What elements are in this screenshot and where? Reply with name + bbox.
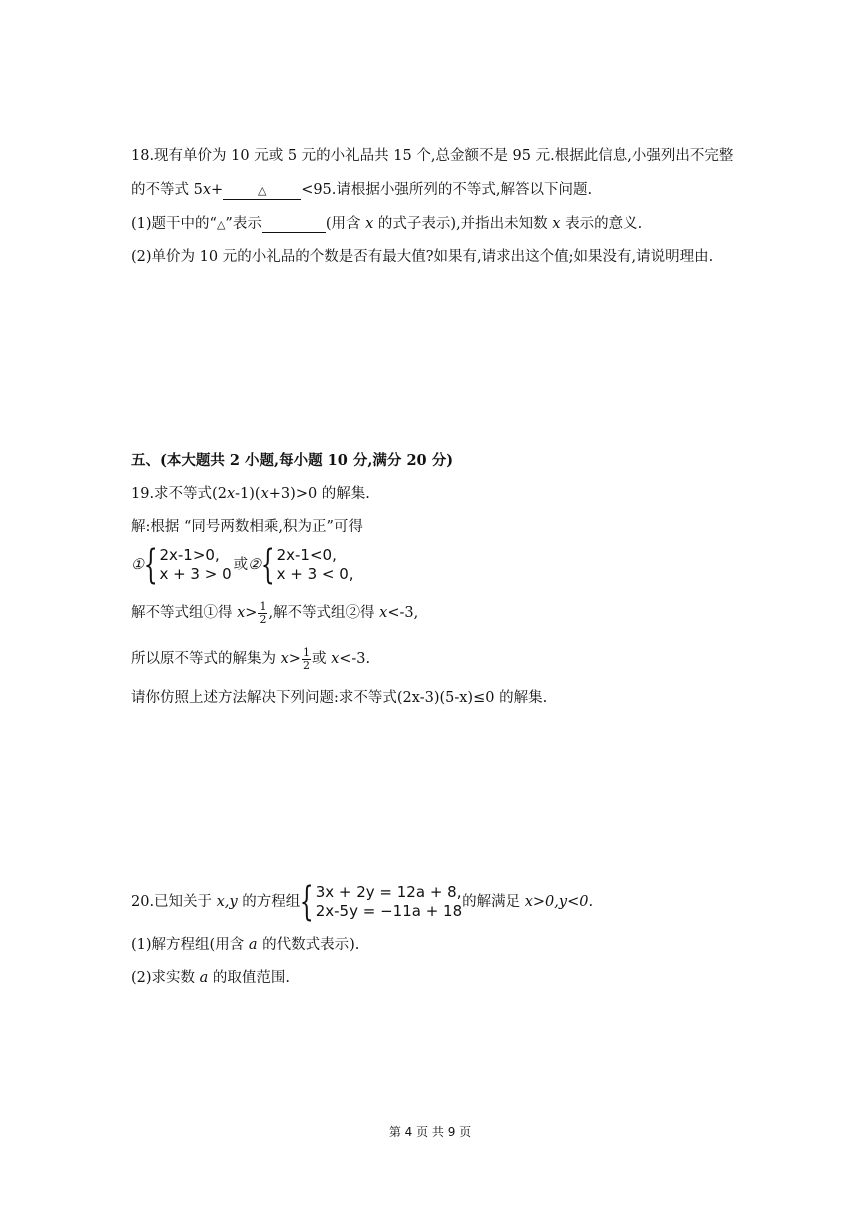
var-x: x xyxy=(379,605,388,621)
fraction-numerator: 1 xyxy=(302,645,310,659)
q19-line4 xyxy=(131,600,418,626)
section5-heading-text: 五、(本大题共 2 小题,每小题 10 分,满分 20 分) xyxy=(131,452,454,469)
equation-system xyxy=(316,883,462,921)
q18-blank-triangle: △ xyxy=(223,183,301,200)
plus-sign: + xyxy=(211,182,224,198)
q18-part2 xyxy=(131,247,713,267)
q20-part1 xyxy=(131,935,359,955)
q19-line5 xyxy=(131,646,370,672)
system-1-eq1: 2x-1>0, xyxy=(159,546,220,564)
q19-l6-text: 请你仿照上述方法解决下列问题:求不等式(2x-3)(5-x)≤0 的解集. xyxy=(131,690,548,706)
q19-systems xyxy=(131,542,354,588)
section-heading xyxy=(131,451,453,471)
q18-p1-d: 的式子表示),并指出未知数 xyxy=(373,216,553,232)
left-brace-icon: { xyxy=(260,542,275,588)
or-word: 或 xyxy=(233,557,249,573)
q19-l1-b: -1)( xyxy=(235,486,261,502)
var-x: x xyxy=(365,216,374,232)
q18-text-1: 18.现有单价为 10 元或 5 元的小礼品共 15 个,总金额不是 95 元.根据此信息,小强列出不完整 xyxy=(131,148,734,164)
system-2 xyxy=(277,546,354,584)
system-2-eq1: 2x-1<0, xyxy=(276,546,337,564)
var-x: x xyxy=(260,486,269,502)
q19-l4-d: <-3, xyxy=(387,605,419,621)
fraction-one-half xyxy=(302,647,311,672)
q18-p1-e: 表示的意义. xyxy=(560,216,643,232)
var-x: x xyxy=(552,216,561,232)
q19-l5-a: 所以原不等式的解集为 xyxy=(131,651,281,667)
gt-sign: > xyxy=(288,651,301,667)
system-2-eq2: x + 3 < 0, xyxy=(276,565,354,583)
q18-line1 xyxy=(131,146,733,166)
q19-l4-c: ,解不等式组②得 xyxy=(268,605,380,621)
q18-p1-a: (1)题干中的“ xyxy=(131,216,217,232)
var-a: a xyxy=(199,970,209,986)
var-x: x xyxy=(226,486,236,502)
q19-l1-c: +3)>0 的解集. xyxy=(268,486,370,502)
q20-p1-b: 的代数式表示). xyxy=(257,937,360,953)
q18-line2-suffix: <95.请根据小强所列的不等式,解答以下问题. xyxy=(301,182,593,198)
q18-part1 xyxy=(131,214,642,235)
circled-2-label: ② xyxy=(248,557,262,573)
q20-line1 xyxy=(131,879,594,925)
q18-p2-text: (2)单价为 10 元的小礼品的个数是否有最大值?如果有,请求出这个值;如果没有,请说明理由. xyxy=(131,249,714,265)
q19-l5-d: <-3. xyxy=(339,651,371,667)
fraction-one-half xyxy=(258,601,267,626)
q20-l1-a: 20.已知关于 xyxy=(131,894,217,910)
page-footer: 第 4 页 共 9 页 xyxy=(388,1125,472,1139)
left-brace-icon: { xyxy=(299,879,314,925)
gt-sign: > xyxy=(245,605,258,621)
q18-answer-blank xyxy=(262,216,326,233)
system-1-eq2: x + 3 > 0 xyxy=(159,565,232,583)
q20-l1-c: 的解满足 xyxy=(462,894,525,910)
q19-line6 xyxy=(131,688,547,708)
q20-part2 xyxy=(131,968,290,988)
var-x: x xyxy=(237,605,246,621)
equation-1: 3x + 2y = 12a + 8, xyxy=(315,883,462,901)
q19-l1-a: 19.求不等式(2 xyxy=(131,486,227,502)
q20-p2-b: 的取值范围. xyxy=(208,970,291,986)
fraction-denominator: 2 xyxy=(302,658,310,672)
fraction-denominator: 2 xyxy=(259,612,267,626)
q20-p1-a: (1)解方程组(用含 xyxy=(131,937,249,953)
q19-l4-a: 解不等式组①得 xyxy=(131,605,238,621)
q20-p2-a: (2)求实数 xyxy=(131,970,200,986)
q19-l5-c: 或 xyxy=(311,651,332,667)
left-brace-icon: { xyxy=(143,542,158,588)
var-x: x xyxy=(280,651,289,667)
q19-line2 xyxy=(131,517,363,537)
var-a: a xyxy=(248,937,258,953)
fraction-numerator: 1 xyxy=(259,599,267,613)
equation-2: 2x-5y = −11a + 18 xyxy=(315,902,463,920)
q18-p1-c: (用含 xyxy=(325,216,366,232)
q18-line2-prefix: 的不等式 5 xyxy=(131,182,203,198)
q18-line2 xyxy=(131,180,592,200)
system-1 xyxy=(159,546,231,584)
solution-condition: x>0,y<0. xyxy=(524,894,594,910)
triangle-symbol: △ xyxy=(216,218,226,231)
circled-1-label: ① xyxy=(131,557,144,573)
q20-l1-b: 的方程组 xyxy=(237,894,301,910)
q19-line1 xyxy=(131,484,370,504)
var-x: x xyxy=(331,651,340,667)
q18-p1-b: ”表示 xyxy=(225,216,262,232)
q19-l2-text: 解:根据 “同号两数相乘,积为正”可得 xyxy=(131,519,363,535)
vars-x-y: x,y xyxy=(216,894,238,910)
var-x: x xyxy=(202,182,212,198)
